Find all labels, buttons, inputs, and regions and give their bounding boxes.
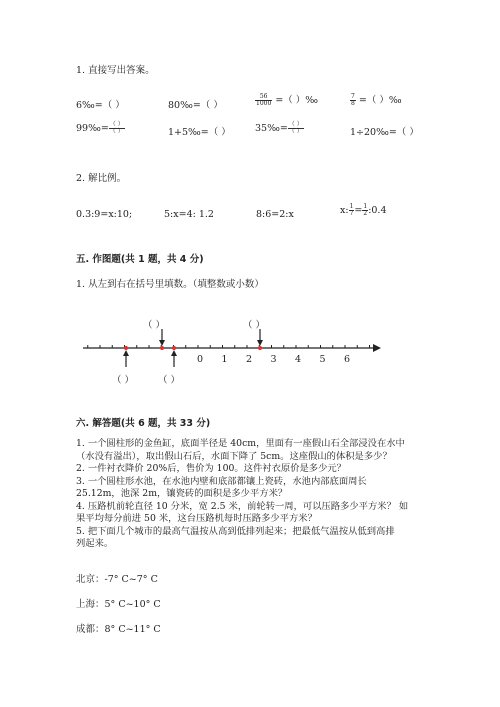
section5-question: 1. 从左到右在括号里填数。（填整数或小数）	[76, 279, 264, 290]
fraction: $\frac{56}{1000}$	[256, 93, 272, 107]
blank-top-1: （ ）	[143, 320, 166, 331]
city-beijing: 北京：-7° C~7° C	[76, 574, 158, 585]
down-arrow-head-icon	[257, 340, 263, 346]
blank-bottom-2: （ ）	[158, 375, 181, 386]
q1-item-2: 80‰=（ ）	[168, 100, 223, 111]
tick-label: 0	[196, 354, 204, 365]
tick-label: 3	[270, 354, 277, 365]
blank-fraction: $\frac{( )}{( )}$	[109, 121, 124, 135]
text-line: 1. 一个圆柱形的金鱼缸，底面半径是 40cm，里面有一座假山石全部浸没在水中	[76, 438, 405, 449]
arrow-head-icon	[373, 344, 381, 352]
text-line: 2. 一件衬衣降价 20%后，售价为 100。这件衬衣原价是多少元？	[76, 463, 346, 474]
number-line	[80, 325, 385, 375]
point-3	[172, 346, 176, 350]
text-line: 3. 一个圆柱形水池，在水池内壁和底部都镶上瓷砖，水池内部底面周长	[76, 475, 367, 487]
text-line: （水没有溢出），取出假山石后，水面下降了 5cm。这座假山的体积是多少？	[76, 450, 392, 462]
city-shanghai: 上海：5° C~10° C	[76, 599, 161, 610]
section5-title: 五. 作图题(共 1 题，共 4 分)	[76, 254, 204, 265]
q1-title: 1. 直接写出答案。	[76, 65, 155, 76]
q2-item-3: 8:6=2:x	[256, 209, 294, 220]
q2-item-2: 5:x=4: 1.2	[164, 209, 214, 220]
blank-top-2: （ ）	[243, 320, 266, 331]
point-2	[160, 346, 164, 350]
q1-item-3: $\frac{56}{1000}$ =（ ）‰	[256, 93, 319, 107]
tick-label: 1	[221, 354, 228, 365]
text-line: 5. 把下面几个城市的最高气温按从高到低排列起来；把最低气温按从低到高排	[76, 525, 395, 537]
text-line: 果平均每分前进 50 米，这台压路机每时压路多少平方米？	[76, 513, 317, 524]
down-arrow-head-icon	[159, 340, 165, 346]
blank-fraction: $\frac{( )}{( )}$	[288, 121, 303, 135]
fraction: $\frac{1}{7}$	[349, 203, 354, 217]
text-line: 列起来。	[76, 538, 114, 549]
point-1	[124, 346, 128, 350]
q2-item-1: 0.3:9=x:10;	[76, 209, 133, 220]
up-arrow-head-icon	[171, 350, 177, 356]
q1-item-8: 1÷20‰=（ ）	[350, 127, 419, 138]
tick-label: 4	[294, 354, 302, 365]
q1-item-1: 6‰=（ ）	[76, 100, 125, 111]
up-arrow-head-icon	[123, 350, 129, 356]
q2-title: 2. 解比例。	[76, 173, 127, 184]
q1-item-4: $\frac{7}{8}$ =（ ）‰	[351, 93, 402, 107]
q2-item-4: x: $\frac{1}{7}$ = $\frac{1}{2}$ :0.4	[340, 203, 387, 217]
tick-label: 5	[319, 354, 326, 365]
fraction: $\frac{1}{2}$	[363, 203, 368, 217]
city-chengdu: 成都：8° C~11° C	[76, 624, 161, 635]
q1-item-6: 1+5‰=（ ）	[168, 127, 231, 138]
text-line: 25.12m，池深 2m，镶瓷砖的面积是多少平方米？	[76, 488, 288, 499]
fraction: $\frac{7}{8}$	[351, 93, 355, 107]
blank-bottom-1: （ ）	[112, 375, 135, 386]
q1-item-5: 99‰= $\frac{( )}{( )}$	[76, 121, 124, 135]
tick-label: 6	[343, 354, 351, 365]
point-4	[258, 346, 262, 350]
text-line: 4. 压路机前轮直径 10 分米，宽 2.5 米，前轮转一周，可以压路多少平方米？ 如	[76, 500, 409, 512]
section6-body	[76, 438, 436, 551]
q1-item-7: 35‰= $\frac{( )}{( )}$	[255, 121, 303, 135]
section6-title: 六. 解答题(共 6 题，共 33 分)	[76, 418, 211, 429]
tick-label: 2	[245, 354, 253, 365]
